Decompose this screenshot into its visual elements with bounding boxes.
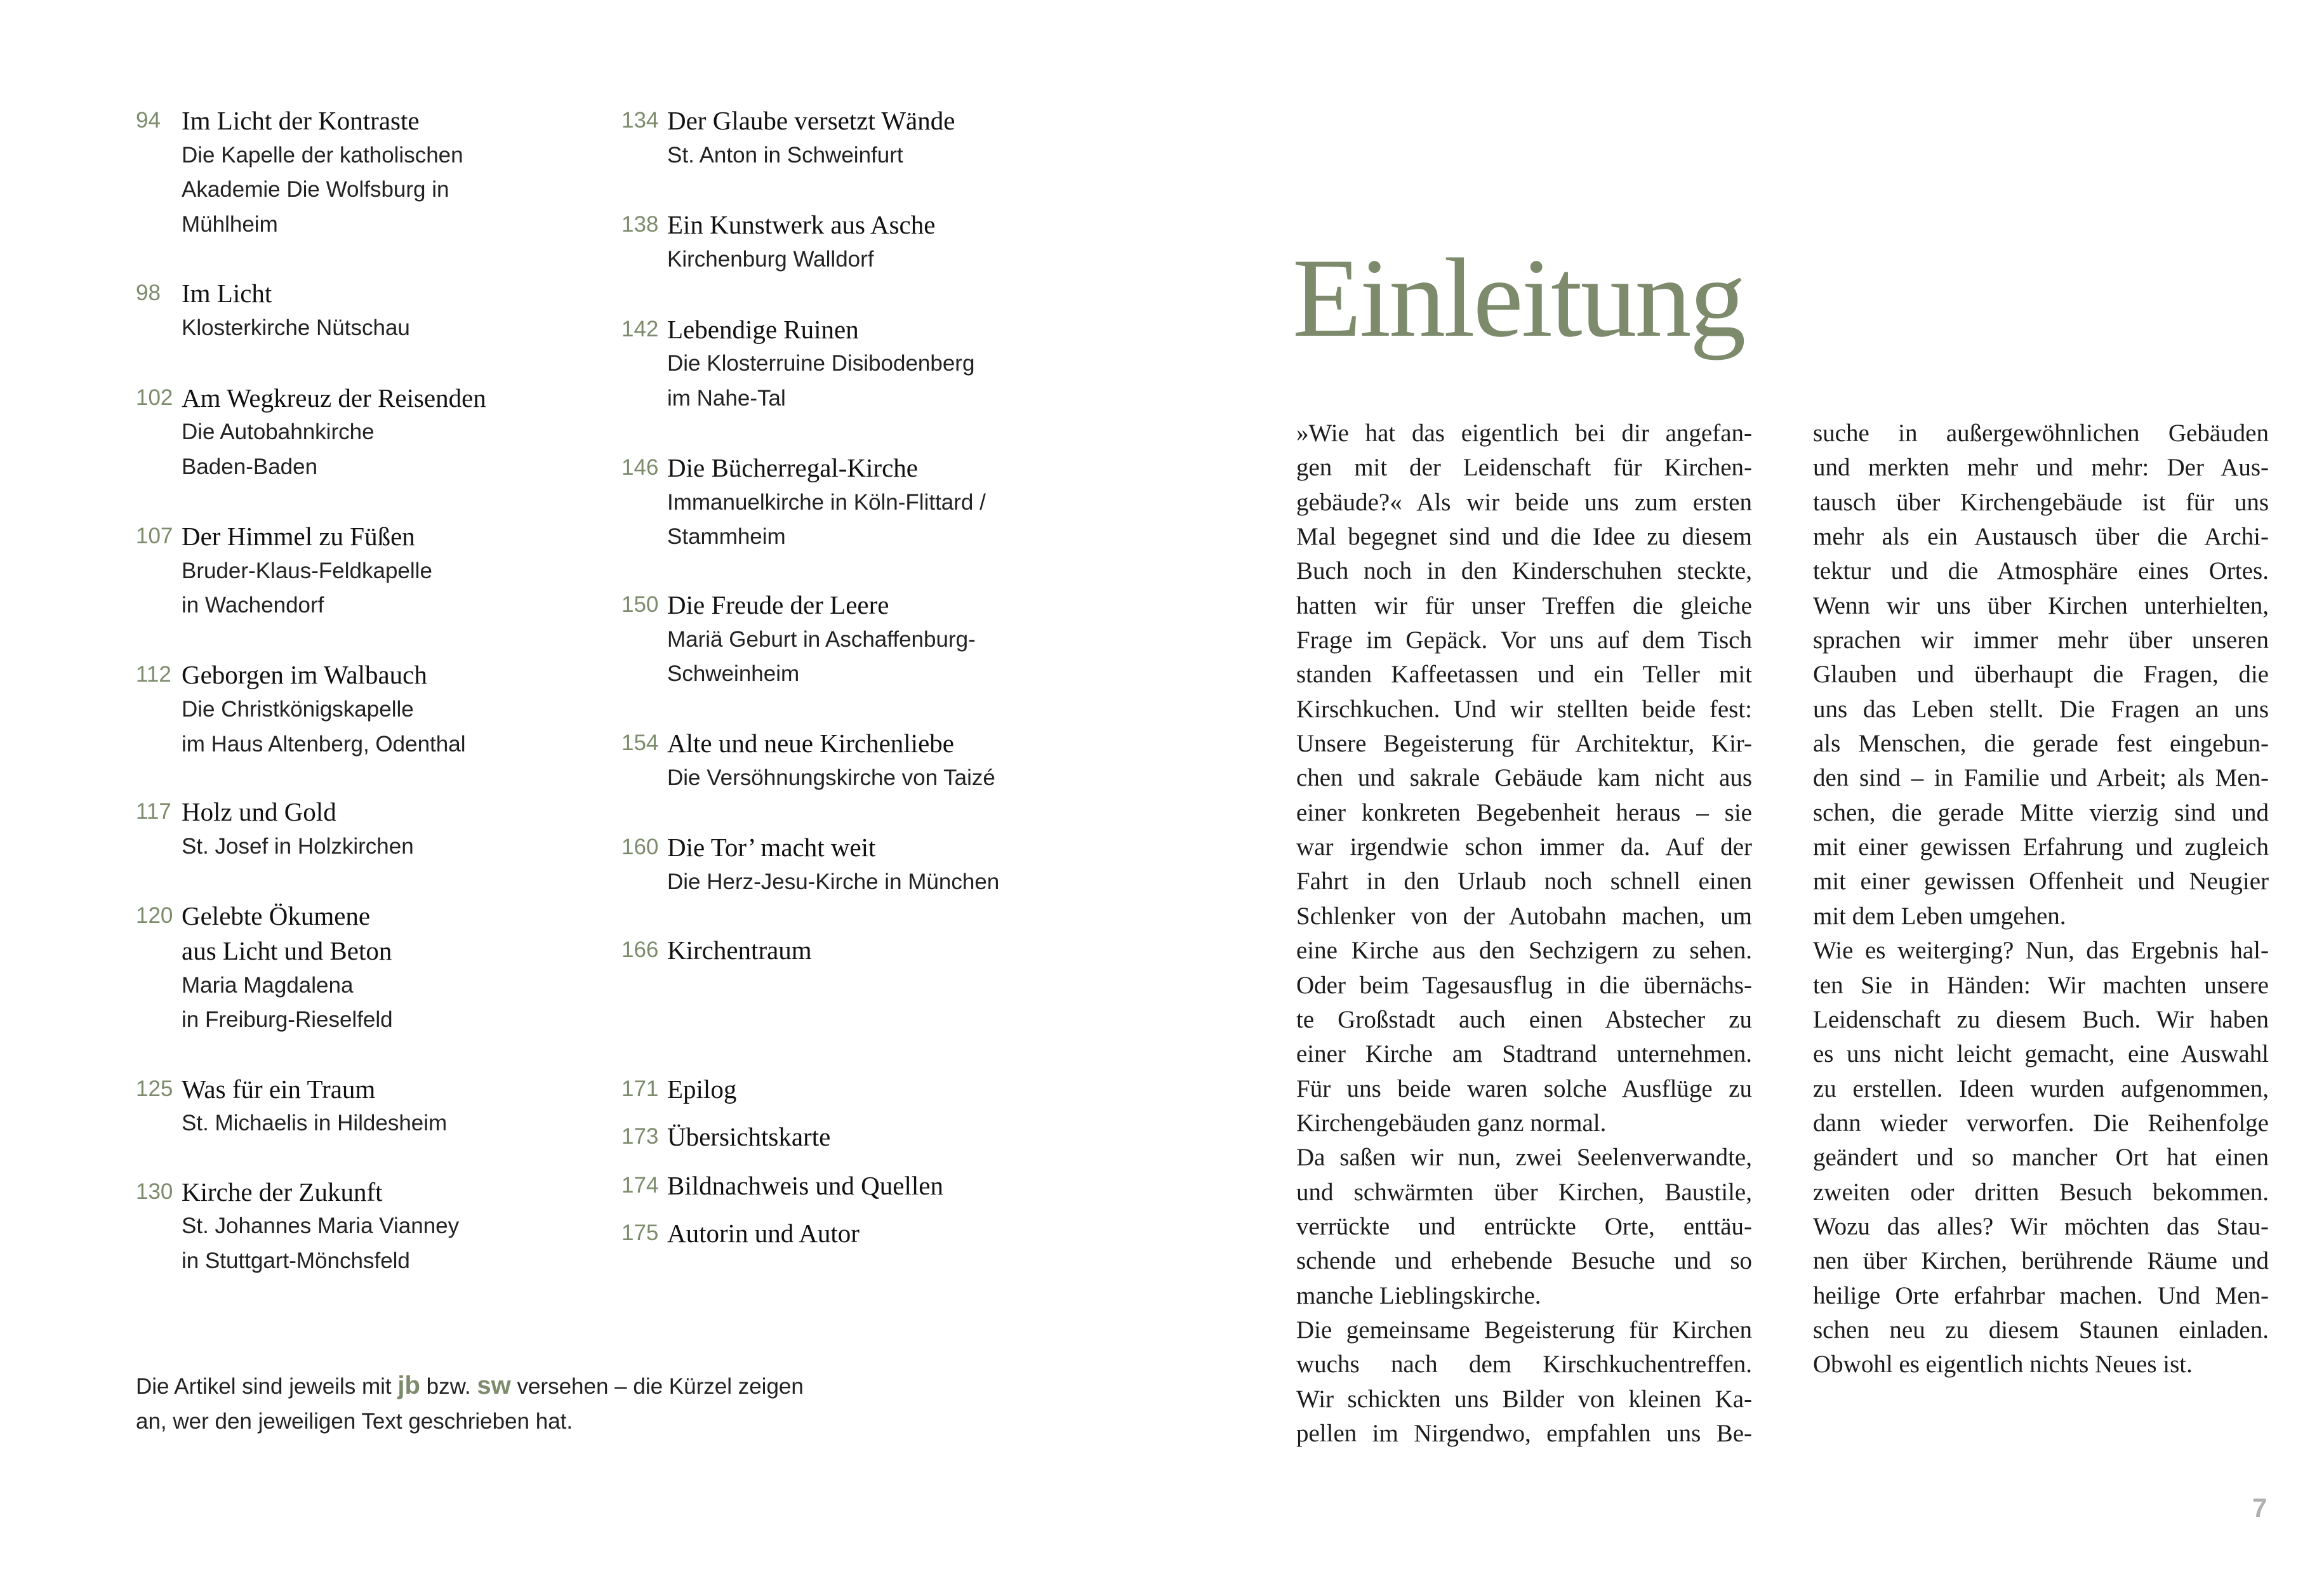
abbr-jb: jb <box>397 1372 420 1399</box>
text-line: Da saßen wir nun, zwei Seelenverwandte, <box>1296 1144 1752 1172</box>
toc-page-number: 125 <box>136 1076 173 1101</box>
toc-page-number: 160 <box>621 835 659 860</box>
text-line: Wozu das alles? Wir möchten das Stau- <box>1813 1212 2269 1240</box>
text-line: »Wie hat das eigentlich bei dir angefan- <box>1296 420 1752 447</box>
toc-title: Kirchentraum <box>667 936 812 965</box>
text-line: Frage im Gepäck. Vor uns auf dem Tisch <box>1296 626 1752 654</box>
toc-title: Was für ein Traum <box>182 1074 376 1104</box>
toc-page-number: 94 <box>136 108 161 133</box>
toc-title: Holz und Gold <box>182 797 336 827</box>
text-line: Leidenschaft zu diesem Buch. Wir haben <box>1813 1005 2269 1033</box>
text-line: Kirschkuchen. Und wir stellten beide fest: <box>1296 695 1752 723</box>
toc-subtitle: Die Versöhnungskirche von Taizé <box>667 765 995 790</box>
toc-subtitle: Die Christkönigskapelle im Haus Altenberg, Odenthal <box>182 696 466 757</box>
text-line: einer konkreten Begebenheit heraus – sie <box>1296 798 1752 826</box>
toc-subtitle: Bruder-Klaus-Feldkapelle in Wachendorf <box>182 558 432 618</box>
paragraph <box>1296 1313 1752 1451</box>
toc-subtitle: Klosterkirche Nütschau <box>182 315 410 341</box>
toc-title: Übersichtskarte <box>667 1121 831 1151</box>
text-line: zu erstellen. Ideen wurden aufgenommen, <box>1813 1075 2269 1102</box>
toc-page-number: 146 <box>621 454 659 480</box>
chapter-heading: Einleitung <box>1292 235 1744 360</box>
text-line: heilige Orte erfahrbar machen. Und Men- <box>1813 1281 2269 1309</box>
text-line: schende und erhebende Besuche und so <box>1296 1247 1752 1275</box>
text-line: Wenn wir uns über Kirchen unterhielten, <box>1813 592 2269 619</box>
toc-subtitle: St. Anton in Schweinfurt <box>667 142 903 168</box>
text-line: Fahrt in den Urlaub noch schnell einen <box>1296 868 1752 896</box>
text-line: uns das Leben stellt. Die Fragen an uns <box>1813 695 2269 723</box>
text-line: einer Kirche am Stadtrand unternehmen. <box>1296 1040 1752 1068</box>
text-line: mit dem Leben umgehen. <box>1813 902 2066 930</box>
toc-title: Gelebte Ökumene aus Licht und Beton <box>182 901 392 966</box>
toc-subtitle: St. Josef in Holzkirchen <box>182 833 414 859</box>
toc-title: Die Freude der Leere <box>667 590 889 619</box>
paragraph <box>1296 1141 1752 1313</box>
toc-subtitle: St. Michaelis in Hildesheim <box>182 1111 448 1136</box>
toc-page-number: 98 <box>136 281 161 306</box>
toc-subtitle: Mariä Geburt in Aschaffenburg- Schweinheim <box>667 626 976 687</box>
text-line: sprachen wir immer mehr über unseren <box>1813 626 2269 654</box>
toc-page-number: 120 <box>136 903 173 929</box>
toc-title: Die Tor’ macht weit <box>667 833 876 863</box>
text-line: Buch noch in den Kinderschuhen steckte, <box>1296 557 1752 585</box>
paragraph <box>1813 934 2269 1382</box>
text-line: standen Kaffeetassen und ein Teller mit <box>1296 661 1752 689</box>
toc-title: Kirche der Zukunft <box>182 1177 383 1207</box>
toc-subtitle: Kirchenburg Walldorf <box>667 247 874 272</box>
body-column-2 <box>1813 416 2269 1382</box>
text-line: hatten wir für unser Treffen die gleiche <box>1296 592 1752 619</box>
paragraph <box>1813 416 2269 934</box>
text-line: suche in außergewöhnlichen Gebäuden <box>1813 420 2269 447</box>
body-column-1 <box>1296 416 1752 1451</box>
toc-page-number: 150 <box>621 592 659 617</box>
toc-page-number: 142 <box>621 316 659 341</box>
toc-page-number: 117 <box>136 799 171 824</box>
text-line: zweiten oder dritten Besuch bekommen. <box>1813 1178 2269 1206</box>
toc-page-number: 112 <box>136 662 171 687</box>
toc-title: Geborgen im Walbauch <box>182 660 427 690</box>
text-line: manche Lieblingskirche. <box>1296 1281 1541 1309</box>
abbr-sw: sw <box>477 1372 511 1399</box>
note-text: Die Artikel sind jeweils mit <box>136 1374 398 1399</box>
text-line: war irgendwie schon immer da. Auf der <box>1296 833 1752 861</box>
toc-title: Der Himmel zu Füßen <box>182 521 415 551</box>
text-line: mehr als ein Austausch über die Archi- <box>1813 523 2269 551</box>
text-line: den sind – in Familie und Arbeit; als Men- <box>1813 764 2269 792</box>
text-line: gen mit der Leidenschaft für Kirchen- <box>1296 454 1752 482</box>
toc-page-number: 166 <box>621 937 659 963</box>
text-line: als Menschen, die gerade fest eingebun- <box>1813 730 2269 758</box>
toc-subtitle: St. Johannes Maria Vianney in Stuttgart-Mönchsfeld <box>182 1214 460 1273</box>
text-line: tektur und die Atmosphäre eines Ortes. <box>1813 557 2269 585</box>
toc-subtitle: Die Klosterruine Disibodenberg im Nahe-Tal <box>667 351 975 411</box>
text-line: verrückte und entrückte Orte, enttäu- <box>1296 1212 1752 1240</box>
toc-title: Ein Kunstwerk aus Asche <box>667 210 936 240</box>
text-line: es uns nicht leicht gemacht, eine Auswahl <box>1813 1040 2269 1068</box>
text-line: eine Kirche aus den Sechzigern zu sehen. <box>1296 937 1752 965</box>
note-text: bzw. <box>420 1374 477 1399</box>
text-line: nen über Kirchen, berührende Räume und <box>1813 1247 2269 1275</box>
toc-page-number: 102 <box>136 385 173 410</box>
note-line-2: an, wer den jeweiligen Text geschrieben hat. <box>136 1408 573 1434</box>
page-number: 7 <box>2252 1493 2268 1523</box>
text-line: dann wieder verworfen. Die Reihenfolge <box>1813 1109 2269 1137</box>
text-line: Obwohl es eigentlich nichts Neues ist. <box>1813 1351 2193 1379</box>
toc-page-number: 134 <box>621 108 659 133</box>
text-line: te Großstadt auch einen Abstecher zu <box>1296 1005 1752 1033</box>
text-line: Wie es weiterging? Nun, das Ergebnis hal- <box>1813 937 2269 965</box>
text-line: chen und sakrale Gebäude kam nicht aus <box>1296 764 1752 792</box>
text-line: ten Sie in Händen: Wir machten unsere <box>1813 971 2269 999</box>
text-line: Glauben und überhaupt die Fragen, die <box>1813 661 2269 689</box>
author-abbreviation-note <box>136 1368 804 1439</box>
toc-page-number: 173 <box>621 1123 659 1149</box>
toc-title: Am Wegkreuz der Reisenden <box>182 383 486 413</box>
toc-subtitle: Die Kapelle der katholischen Akademie Die Wolfsburg in Mühlheim <box>182 142 463 237</box>
toc-subtitle: Maria Magdalena in Freiburg-Rieselfeld <box>182 972 393 1033</box>
text-line: Oder beim Tagesausflug in die übernächs- <box>1296 971 1752 999</box>
toc-title: Alte und neue Kirchenliebe <box>667 729 954 758</box>
toc-page-number: 130 <box>136 1179 173 1204</box>
toc-page-number: 171 <box>621 1076 659 1101</box>
note-text: versehen – die Kürzel zeigen <box>510 1374 804 1399</box>
text-line: und merkten mehr und mehr: Der Aus- <box>1813 454 2269 482</box>
toc-page-number: 107 <box>136 523 173 548</box>
text-line: tausch über Kirchengebäude ist für uns <box>1813 488 2269 516</box>
text-line: Schlenker von der Autobahn machen, um <box>1296 902 1752 930</box>
toc-subtitle: Die Autobahnkirche Baden-Baden <box>182 420 375 480</box>
toc-title: Die Bücherregal-Kirche <box>667 453 918 482</box>
toc-title: Im Licht der Kontraste <box>182 106 420 136</box>
toc-page-number: 174 <box>621 1173 659 1198</box>
text-line: Unsere Begeisterung für Architektur, Kir- <box>1296 730 1752 758</box>
text-line: wuchs nach dem Kirschkuchentreffen. <box>1296 1351 1752 1379</box>
toc-title: Epilog <box>667 1074 737 1104</box>
toc-page-number: 138 <box>621 212 659 237</box>
paragraph <box>1296 416 1752 1141</box>
text-line: Für uns beide waren solche Ausflüge zu <box>1296 1075 1752 1102</box>
text-line: pellen im Nirgendwo, empfahlen uns Be- <box>1296 1419 1752 1447</box>
toc-page-number: 154 <box>621 731 659 756</box>
text-line: geändert und so mancher Ort hat einen <box>1813 1144 2269 1172</box>
toc-title: Autorin und Autor <box>667 1219 860 1248</box>
text-line: Wir schickten uns Bilder von kleinen Ka- <box>1296 1385 1752 1413</box>
toc-title: Im Licht <box>182 279 272 308</box>
text-line: schen, die gerade Mitte vierzig sind und <box>1813 798 2269 826</box>
text-line: Die gemeinsame Begeisterung für Kirchen <box>1296 1316 1752 1344</box>
toc-subtitle: Die Herz-Jesu-Kirche in München <box>667 870 1000 895</box>
text-line: Kirchengebäuden ganz normal. <box>1296 1109 1607 1137</box>
text-line: mit einer gewissen Erfahrung und zugleich <box>1813 833 2269 861</box>
toc-title: Lebendige Ruinen <box>667 314 859 344</box>
text-line: schen neu zu diesem Staunen einladen. <box>1813 1316 2269 1344</box>
toc-title: Bildnachweis und Quellen <box>667 1171 943 1201</box>
text-line: und schwärmten über Kirchen, Baustile, <box>1296 1178 1752 1206</box>
text-line: mit einer gewissen Offenheit und Neugier <box>1813 868 2269 896</box>
toc-page-number: 175 <box>621 1220 659 1246</box>
toc-subtitle: Immanuelkirche in Köln-Flittard / Stammheim <box>667 489 986 550</box>
toc-title: Der Glaube versetzt Wände <box>667 106 955 136</box>
note-line-1 <box>136 1368 804 1405</box>
text-line: gebäude?« Als wir beide uns zum ersten <box>1296 488 1752 516</box>
text-line: Mal begegnet sind und die Idee zu diesem <box>1296 523 1752 551</box>
